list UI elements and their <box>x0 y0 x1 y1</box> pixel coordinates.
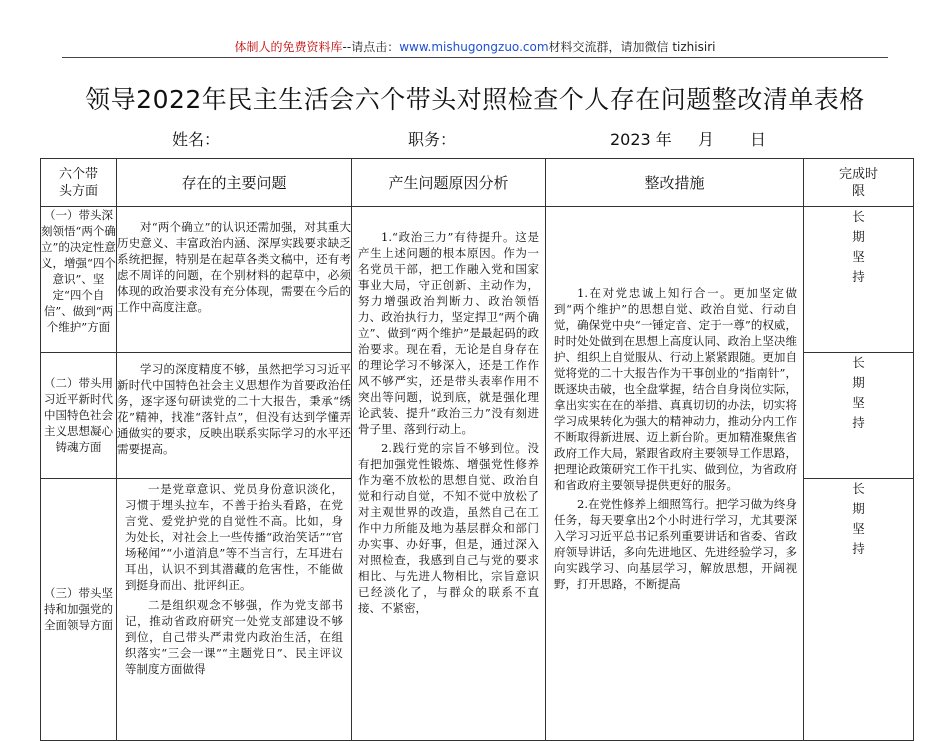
row-3-issue <box>117 478 352 740</box>
table-row <box>41 207 914 353</box>
measure-paragraph: 1.在对党忠诚上知行合一。更加坚定做到“两个维护”的思想自觉、政治自觉、行动自觉，确保党中央“一锤定音、定于一尊”的权威，时时处处做到在思想上高度认同、政治上坚决维护、组织上自觉服从、行动上紧紧跟随。更加自觉将党的二十大报告作为干事创业的“指南针”，既逐块击破，也全盘掌握，结合自身岗位实际，拿出实实在在的举措、真真切切的办法，切实将学习成果转化为强大的精神动力，推动分内工作不断取得新进展、迈上新台阶。更加精准聚焦省政府工作大局，紧跟省政府主要领导工作思路，把理论政策研究工作干扎实、做到位，为省政府和省政府主要领导提供更好的服务。 <box>554 286 797 492</box>
banner-site-name: 体制人的免费资料库 <box>234 40 343 54</box>
row-2-limit: 长期坚持 <box>804 352 914 478</box>
date-day: 日 <box>750 130 767 149</box>
row-1-limit: 长期坚持 <box>804 207 914 353</box>
header-limit: 完成时限 <box>804 159 914 207</box>
rectification-table <box>40 158 914 741</box>
row-1-issue: 对“两个确立”的认识还需加强，对其重大历史意义、丰富政治内涵、深厚实践要求缺乏系统把握，特别是在起草各类文稿中，还有考虑不周详的问题，在个别材料的起草中，必须体现的政治要求没有充分体现，需要在今后的工作中高度注意。 <box>117 207 352 353</box>
row-1-category: （一）带头深刻领悟“两个确立”的决定性意义，增强“四个意识”、坚定“四个自信”、做到“两个维护”方面 <box>41 207 117 353</box>
post-label: 职务： <box>408 130 457 149</box>
header-category: 六个带头方面 <box>41 159 117 207</box>
cause-paragraph: 1.“政治三力”有待提升。这是产生上述问题的根本原因。作为一名党员干部，把工作融入党和国家事业大局，守正创新、主动作为，努力增强政治判断力、政治领悟力、政治执行力，坚定捍卫“两个确立”、做到“两个维护”是最起码的政治要求。现在看，无论是自身存在的理论学习不够深入，还是工作作风不够严实，还是带头表率作用不突出等问题，说到底，就是强化理论武装、提升“政治三力”没有刻进骨子里、落到行动上。 <box>358 230 539 436</box>
date-year: 2023 年 <box>610 130 672 149</box>
issue-paragraph: 二是组织观念不够强，作为党支部书记，推动省政府研究一处党支部建设不够到位，自己带头严肃党内政治生活，在组织落实“三会一课”“主题党日”、民主评议等制度方面做得 <box>125 597 343 676</box>
date-month: 月 <box>698 130 715 149</box>
banner-url-link[interactable]: www.mishugongzuo.com <box>399 40 549 54</box>
measure-cell <box>546 207 804 741</box>
header-measure: 整改措施 <box>546 159 804 207</box>
top-banner <box>0 38 950 55</box>
banner-prompt: --请点击： <box>342 40 400 54</box>
date-line <box>610 127 766 150</box>
row-3-category: （三）带头坚持和加强党的全面领导方面 <box>41 478 117 740</box>
row-3-limit: 长期坚持 <box>804 478 914 740</box>
name-label: 姓名： <box>172 130 221 149</box>
banner-divider <box>62 57 888 58</box>
issue-paragraph: 一是党章意识、党员身份意识淡化，习惯于埋头拉车，不善于抬头看路，在党言党、爱党护党的自觉性不高。比如，身为处长，对社会上一些传播“政治笑话”“官场秘闻”“小道消息”等不当言行，左耳进右耳出，认识不到其潜藏的危害性，不能做到挺身而出、批评纠正。 <box>125 481 343 592</box>
header-cause: 产生问题原因分析 <box>352 159 546 207</box>
cause-paragraph: 2.践行党的宗旨不够到位。没有把加强党性锻炼、增强党性修养作为毫不放松的思想自觉、政治自觉和行动自觉，不知不觉中放松了对主观世界的改造，虽然自己在工作中力所能及地为基层群众和部门办实事、办好事，但是，通过深入对照检查，我感到自己与党的要求相比、与先进人物相比，宗旨意识已经淡化了，与群众的联系不直接、不紧密， <box>358 441 539 615</box>
row-2-issue: 学习的深度精度不够，虽然把学习习近平新时代中国特色社会主义思想作为首要政治任务，逐字逐句研读党的二十大报告，秉承“绣花”精神，找准“落针点”，但没有达到学懂弄通做实的要求，反映出联系实际学习的水平还需要提高。 <box>117 352 352 478</box>
banner-tail: 材料交流群，请加微信 tizhisiri <box>548 40 716 54</box>
row-2-category: （二）带头用习近平新时代中国特色社会主义思想凝心铸魂方面 <box>41 352 117 478</box>
header-issue: 存在的主要问题 <box>117 159 352 207</box>
measure-paragraph: 2.在党性修养上细照笃行。把学习做为终身任务，每天要拿出2个小时进行学习，尤其要深入学习习近平总书记系列重要讲话和省委、省政府领导讲话，多向先进地区、先进经验学习，多向实践学习、向基层学习，解放思想，开阔视野，打开思路，不断提高 <box>554 497 797 591</box>
cause-cell <box>352 207 546 741</box>
document-title: 领导2022年民主生活会六个带头对照检查个人存在问题整改清单表格 <box>85 85 865 114</box>
